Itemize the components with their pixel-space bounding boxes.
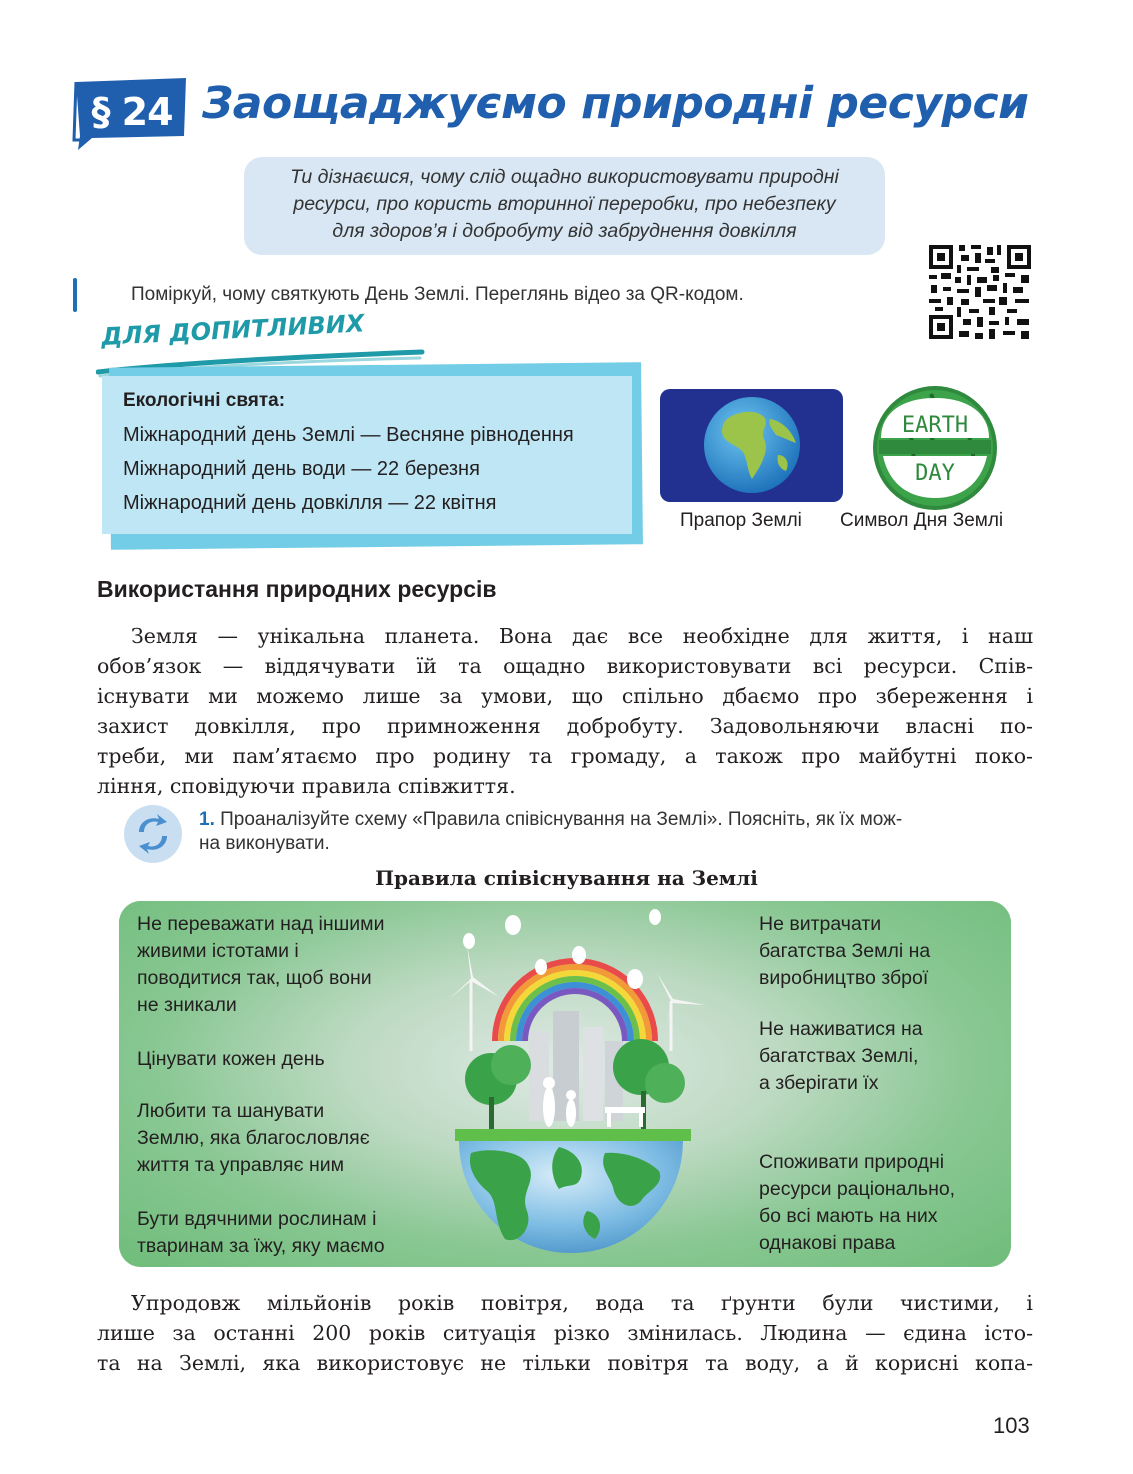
section-heading: Використання природних ресурсів: [97, 576, 497, 602]
rule-right-2: [759, 1016, 923, 1097]
intro-line: ресурси, про користь вторинної переробки, про небезпеку: [293, 193, 836, 215]
rule-line: тваринам за їжу, яку маємо: [137, 1235, 385, 1257]
earth-flag-globe-icon: [660, 389, 843, 502]
scheme-title: Правила співіснування на Землі: [375, 866, 758, 890]
coexistence-scheme: [119, 901, 1011, 1267]
earth-flag: [660, 389, 843, 502]
paragraph-line: лише за останні 200 років ситуація різко змінилась. Людина — єдина істо-: [97, 1321, 1033, 1345]
paragraph-line: ління, сповідуючи правила співжиття.: [97, 774, 516, 798]
rule-line: багатствах Землі,: [759, 1045, 919, 1067]
think-marker: [73, 278, 77, 312]
symbol-text-day: DAY: [915, 461, 955, 486]
paragraph-1: [97, 621, 1033, 801]
rule-line: багатства Землі на: [759, 940, 931, 962]
paragraph-line: Земля — унікальна планета. Вона дає все необхідне для життя, і наш: [131, 624, 1033, 648]
intro-box: [244, 157, 885, 255]
curious-item: Міжнародний день Землі — Весняне рівнодення: [123, 424, 574, 446]
rule-line: Споживати природні: [759, 1151, 945, 1173]
page-title: Заощаджуємо природні ресурси: [202, 78, 1029, 129]
intro-line: Ти дізнаєшся, чому слід ощадно використовувати природні: [290, 166, 839, 188]
curious-title: ДЛЯ ДОПИТЛИВИХ: [100, 309, 366, 351]
rule-line: Не переважати над іншими: [137, 913, 385, 935]
paragraph-2: [97, 1288, 1033, 1378]
rule-left-2: [137, 1046, 325, 1073]
task-1: [199, 808, 1034, 856]
rule-line: Цінувати кожен день: [137, 1048, 325, 1070]
curious-box: [102, 376, 632, 534]
curious-item: Міжнародний день довкілля — 22 квітня: [123, 492, 497, 514]
rule-line: однакові права: [759, 1232, 896, 1254]
rule-line: поводитися так, щоб вони: [137, 967, 372, 989]
think-prompt: Поміркуй, чому святкують День Землі. Переглянь відео за QR-кодом.: [131, 284, 744, 305]
rule-line: виробництво зброї: [759, 967, 929, 989]
flag-caption: Прапор Землі: [680, 510, 802, 531]
rule-line: Любити та шанувати: [137, 1100, 325, 1122]
rule-line: Не витрачати: [759, 913, 882, 935]
rule-line: Бути вдячними рослинам і: [137, 1208, 377, 1230]
intro-line: для здоров’я і добробуту від забруднення довкілля: [332, 220, 797, 242]
paragraph-line: обов’язок — віддячувати їй та ощадно використовувати всі ресурси. Спів-: [97, 654, 1033, 678]
refresh-cycle-icon: [123, 804, 183, 864]
rule-line: бо всі мають на них: [759, 1205, 938, 1227]
rule-left-4: [137, 1206, 385, 1260]
paragraph-line: та на Землі, яка використовує не тільки повітря та воду, а й корисні копа-: [97, 1351, 1033, 1375]
paragraph-badge: § 24: [91, 90, 173, 134]
rule-line: життя та управляє ним: [137, 1154, 345, 1176]
rule-line: а зберігати їх: [759, 1072, 879, 1094]
rule-line: ресурси раціонально,: [759, 1178, 956, 1200]
rule-line: не зникали: [137, 994, 237, 1016]
paragraph-line: Упродовж мільйонів років повітря, вода та ґрунти були чистими, і: [131, 1291, 1033, 1315]
rule-left-3: [137, 1098, 370, 1179]
rule-left-1: [137, 911, 384, 1019]
rule-line: живими істотами і: [137, 940, 299, 962]
paragraph-line: існувати ми можемо лише за умови, що спільно дбаємо про збереження і: [97, 684, 1033, 708]
task-line: Проаналізуйте схему «Правила співіснування на Землі». Поясніть, як їх мож-: [220, 809, 903, 830]
curious-heading: Екологічні свята:: [123, 390, 286, 411]
symbol-caption: Символ Дня Землі: [840, 510, 1004, 531]
rule-line: Не наживатися на: [759, 1018, 923, 1040]
symbol-text-earth: EARTH: [901, 413, 969, 438]
task-number: 1.: [199, 809, 215, 830]
paragraph-line: захист довкілля, про примноження добробуту. Задовольняючи власні по-: [97, 714, 1033, 738]
eco-earth-illustration: [409, 901, 721, 1267]
earth-day-symbol-icon: [871, 384, 999, 512]
rule-right-3: [759, 1149, 955, 1257]
qr-code-icon[interactable]: [927, 243, 1033, 341]
page-number: 103: [993, 1413, 1030, 1438]
task-line: на виконувати.: [199, 833, 330, 854]
rule-line: Землю, яка благословляє: [137, 1127, 370, 1149]
rule-right-1: [759, 911, 930, 992]
paragraph-line: треби, ми пам’ятаємо про родину та громаду, а також про майбутні поко-: [97, 744, 1033, 768]
curious-item: Міжнародний день води — 22 березня: [123, 458, 480, 480]
